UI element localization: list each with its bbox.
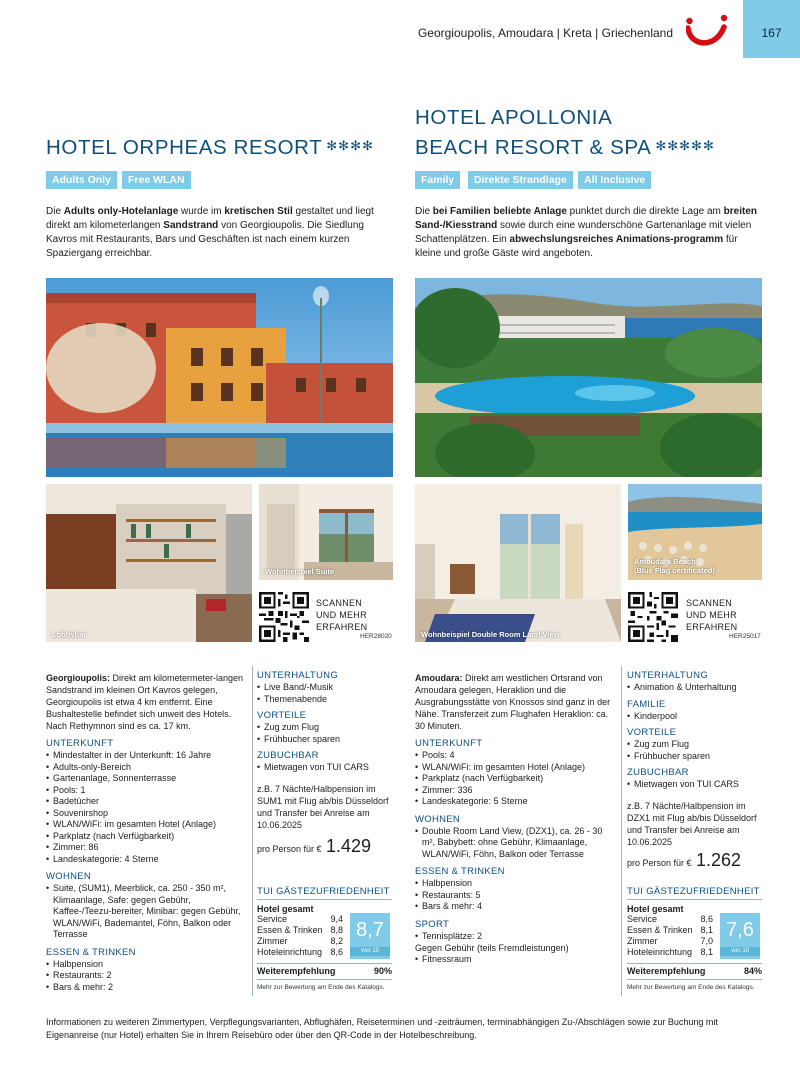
location-description: Amoudara: Direkt am westlichen Ortsrand von Amoudara gelegen, Heraklion und die Ausgrabungsstätte von Knossos sind ganz in der Nähe. Transferzeit zum Flughafen Heraklion: ca. 30 Minuten. (415, 673, 611, 731)
section-sport: SPORT (415, 918, 450, 930)
photo-apollonia-pool (415, 278, 762, 477)
hotel-code: HER28020 (360, 633, 392, 640)
divider (257, 979, 392, 980)
header-location: Georgioupolis, Amoudara | Kreta | Griechenland (417, 26, 673, 40)
divider (257, 963, 392, 964)
divider (627, 979, 762, 980)
price-note: z.B. 7 Nächte/Halbpension im DZX1 mit Flug ab/bis Düsseldorf und Transfer bei Anreise am 10.06.2025 (627, 800, 757, 847)
rating-note: Mehr zur Bewertung am Ende des Katalogs. (627, 984, 755, 991)
section-vorteile: VORTEILE (257, 710, 307, 721)
orpheas-extras: UNTERHALTUNG • Live Band/-Musik • Themenabende VORTEILE • Zug zum Flug • Frühbucher sparen ZUBUCHBAR • Mietwagen von TUI CARS z.B. 7 Nächte/Halbpension im SUM1 mit Flug ab/bis Düsseldorf und Transfer bei Anreise am 10.06.2025 (257, 670, 391, 831)
price-value: 1.262 (696, 850, 742, 870)
badge-free-wlan: Free WLAN (122, 171, 191, 189)
section-familie: FAMILIE (627, 698, 666, 710)
section-unterhaltung: UNTERHALTUNG (627, 670, 709, 681)
footer-note: Informationen zu weiteren Zimmertypen, Verpflegungsvarianten, Abflughäfen, Reiseterminen und -zeiträumen, terminabhängigen Zu-/Abschlägen sowie zur Buchung mit Eigenanreise (nur Hotel) erhalten Sie in Ihrem Reisebüro oder über den QR-Code in der Hotelbeschreibung. (46, 1017, 718, 1040)
orpheas-details (46, 672, 248, 993)
satisfaction-table: Hotel gesamt Service 8,6 Essen & Trinken 8,1 Zimmer 7,0 Hoteleinrichtung 8,1 (627, 904, 713, 957)
section-zubuchbar: ZUBUCHBAR (257, 750, 319, 761)
badge-family: Family (415, 171, 460, 189)
star-rating: ✻✻✻✻✻ (655, 138, 715, 153)
recommendation: Weiterempfehlung 84% (627, 966, 762, 976)
price-note: z.B. 7 Nächte/Halbpension im SUM1 mit Flug ab/bis Düsseldorf und Transfer bei Anreise am 10.06.2025 (257, 783, 389, 830)
photo-orpheas-exterior (46, 278, 393, 477)
section-unterkunft: UNTERKUNFT (46, 738, 114, 749)
qr-code-icon[interactable] (628, 592, 678, 642)
satisfaction-table: Hotel gesamt Service 9,4 Essen & Trinken 8,8 Zimmer 8,2 Hoteleinrichtung 8,6 (257, 904, 343, 957)
caption-suite: Wohnbeispiel Suite (265, 567, 335, 576)
location-description: Georgioupolis: Direkt am kilometermeter-langen Sandstrand im kleinen Ort Kavros gelegen, Georgioupolis ist etwa 4 km entfernt. Eine Bushaltestelle befindet sich unweit des Hotels. Nach Rethymnon sind es ca. 17 km. (46, 673, 244, 731)
divider (627, 963, 762, 964)
price-line: pro Person für € 1.262 (627, 850, 742, 870)
divider (627, 899, 762, 900)
section-unterkunft: UNTERKUNFT (415, 738, 483, 749)
hotel-title-orpheas: HOTEL ORPHEAS RESORT ✻✻✻✻ (46, 136, 374, 159)
section-essen: ESSEN & TRINKEN (46, 946, 136, 958)
photo-apollonia-room (415, 484, 621, 642)
intro-orpheas: Die Adults only-Hotelanlage wurde im kretischen Stil gestaltet und liegt direkt am kilometerlangen Sandstrand von Georgioupolis. Die Siedlung Kavros mit Restaurants, Bars und Geschäften ist nach einem kurzen Spaziergang erreichbar. (46, 206, 374, 259)
caption-double-room: Wohnbeispiel Double Room Land View (421, 630, 560, 639)
page-number: 167 (761, 26, 782, 40)
score-badge: 8,7 von 10 (350, 913, 390, 959)
intro-apollonia: Die bei Familien beliebte Anlage punktet durch die direkte Lage am breiten Sand-/Kiesstrand sowie durch eine wunderschöne Gartenanlage mit vielen Schattenplätzen. Ein abwechslungsreiches Animations-programm für kleine und große Gäste wird angeboten. (415, 206, 758, 259)
scan-text: SCANNEN UND MEHR ERFAHREN (316, 598, 368, 632)
caption-lobbybar: Lobbybar (52, 630, 87, 639)
caption-amoudara-beach: Amoudara Beach (Blue Flag certificated) (634, 557, 715, 575)
star-rating: ✻✻✻✻ (326, 138, 374, 153)
hotel-title-apollonia-1: HOTEL APOLLONIA (415, 106, 613, 129)
column-divider (252, 666, 253, 996)
price-line: pro Person für € 1.429 (257, 836, 372, 856)
section-vorteile: VORTEILE (627, 727, 677, 738)
essen-list: • Halbpension • Restaurants: 2 • Bars & mehr: 2 (46, 959, 248, 994)
badge-adults-only: Adults Only (46, 171, 117, 189)
section-wohnen: WOHNEN (46, 871, 92, 882)
price-value: 1.429 (326, 836, 372, 856)
score-badge: 7,6 von 10 (720, 913, 760, 959)
recommendation: Weiterempfehlung 90% (257, 966, 392, 976)
qr-code-icon[interactable] (259, 592, 309, 642)
badge-direkte-strandlage: Direkte Strandlage (468, 171, 573, 189)
hotel-title-apollonia-2: BEACH RESORT & SPA ✻✻✻✻✻ (415, 136, 715, 159)
unterkunft-list: • Mindestalter in der Unterkunft: 16 Jahre • Adults-only-Bereich • Gartenanlage, Sonnenterrasse • Pools: 1 • Badetücher • Souvenirshop • WLAN/WiFi: im gesamten Hotel (Anlage) • Parkplatz (nach Verfügbarkeit) • Zimmer: 86 • Landeskategorie: 4 Sterne (46, 750, 248, 865)
satisfaction-heading: TUI GÄSTEZUFRIEDENHEIT (627, 886, 760, 897)
section-unterhaltung: UNTERHALTUNG (257, 670, 339, 681)
divider (257, 899, 392, 900)
scan-text: SCANNEN UND MEHR ERFAHREN (686, 598, 738, 632)
photo-orpheas-lobbybar (46, 484, 252, 642)
section-essen: ESSEN & TRINKEN (415, 866, 505, 877)
hotel-code: HER25017 (729, 633, 761, 640)
photo-orpheas-suite (259, 484, 393, 580)
satisfaction-heading: TUI GÄSTEZUFRIEDENHEIT (257, 886, 390, 897)
wohnen-list: • Suite, (SUM1), Meerblick, ca. 250 - 350 m², Klimaanlage, Safe: gegen Gebühr, Kaffee-/Teezu-bereiter, Minibar: gegen Gebühr, WLAN/WiFi, Bademantel, Föhn, Balkon oder Terrasse (46, 883, 248, 941)
section-zubuchbar: ZUBUCHBAR (627, 767, 689, 778)
sport-fee-note: Gegen Gebühr (teils Fremdleistungen) (415, 943, 569, 953)
badge-all-inclusive: All Inclusive (578, 171, 651, 189)
column-divider (621, 666, 622, 996)
section-wohnen: WOHNEN (415, 813, 461, 825)
tui-logo (686, 13, 728, 51)
apollonia-extras: UNTERHALTUNG • Animation & Unterhaltung FAMILIE • Kinderpool VORTEILE • Zug zum Flug • Frühbucher sparen ZUBUCHBAR • Mietwagen von TUI CARS z.B. 7 Nächte/Halbpension im DZX1 mit Flug ab/bis Düsseldorf und Transfer bei Anreise am 10.06.2025 (627, 670, 762, 848)
apollonia-details: Amoudara: Direkt am westlichen Ortsrand von Amoudara gelegen, Heraklion und die Ausgrabungsstätte von Knossos sind ganz in der Nähe. Transferzeit zum Flughafen Heraklion: ca. 30 Minuten. UNTERKUNFT • Pools: 4 • WLAN/WiFi: im gesamten Hotel (Anlage) • Parkplatz (nach Verfügbarkeit) • Zimmer: 336 • Landeskategorie: 5 Sterne WOHNEN • Double Room Land View, (DZX1), ca. 26 - 30 m², Babybett: ohne Gebühr, Klimaanlage, WLAN/WiFi, Föhn, Balkon oder Terrasse ESSEN & TRINKEN • Halbpension • Restaurants: 5 • Bars & mehr: 4 SPORT • Tennisplätze: 2 Gegen Gebühr (teils Fremdleistungen) • Fitnessraum (415, 672, 617, 966)
rating-note: Mehr zur Bewertung am Ende des Katalogs. (257, 984, 385, 991)
